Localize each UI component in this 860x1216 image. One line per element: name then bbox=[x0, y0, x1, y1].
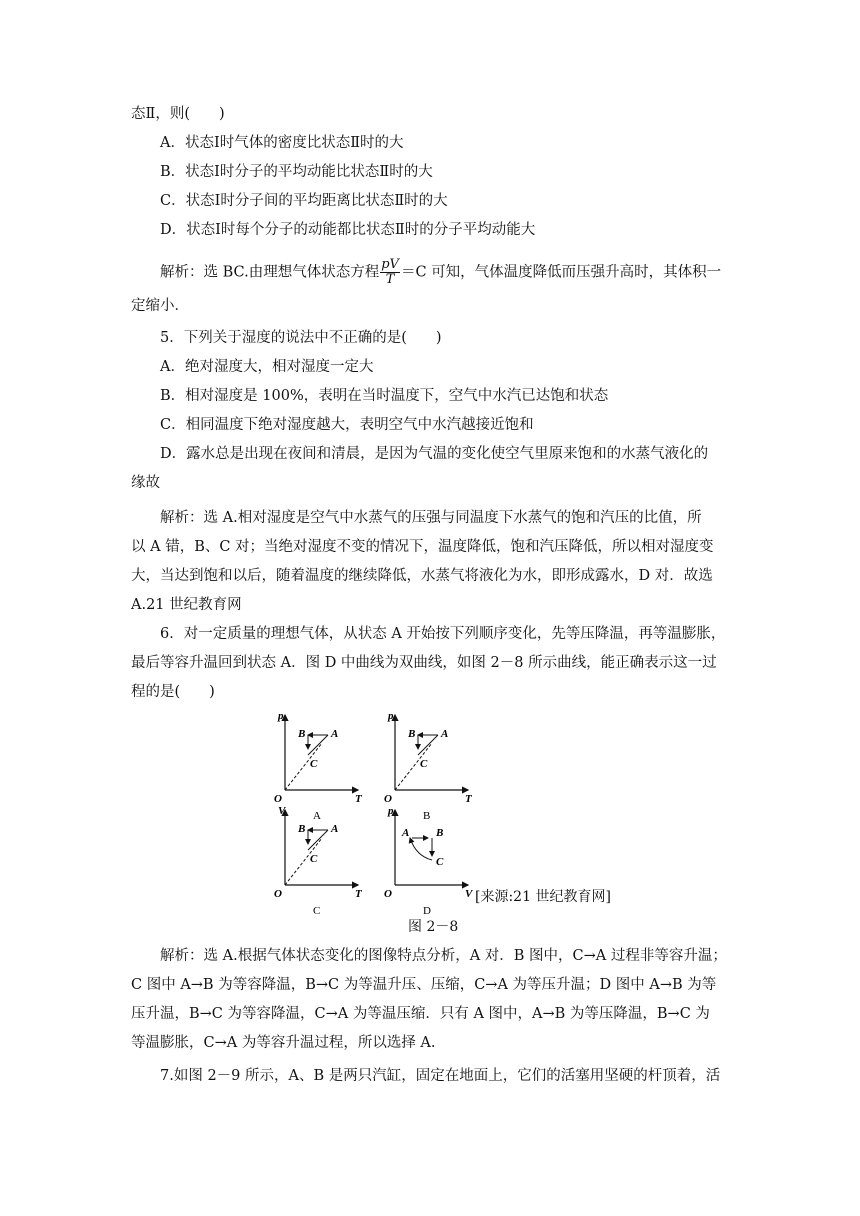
q4-option-c: C．状态Ⅰ时分子间的平均距离比状态Ⅱ时的大 bbox=[160, 193, 448, 209]
q5-stem: 5．下列关于湿度的说法中不正确的是( ) bbox=[160, 330, 442, 346]
q6-stem-line3: 程的是( ) bbox=[131, 684, 215, 700]
panel-c-point-b: B bbox=[298, 823, 306, 835]
panel-d-point-c: C bbox=[436, 856, 444, 868]
panel-b bbox=[384, 710, 473, 822]
panel-b-point-c: C bbox=[420, 758, 428, 770]
panel-b-point-a: A bbox=[441, 728, 449, 740]
figure-source-note: [来源:21 世纪教育网] bbox=[475, 889, 611, 905]
panel-a-point-c: C bbox=[310, 758, 318, 770]
q6-answer-line3: 压升温，B→C 为等容降温，C→A 为等温压缩．只有 A 图中，A→B 为等压降温，B→C 为 bbox=[131, 1006, 710, 1022]
panel-d-point-a: A bbox=[402, 827, 410, 839]
q4-option-b: B．状态Ⅰ时分子的平均动能比状态Ⅱ时的大 bbox=[160, 164, 433, 180]
panel-c-point-c: C bbox=[310, 853, 318, 865]
panel-a-point-b: B bbox=[298, 728, 306, 740]
panel-d-label: D bbox=[423, 905, 431, 917]
q5-option-a: A．绝对湿度大，相对湿度一定大 bbox=[160, 359, 374, 375]
q6-stem-line2: 最后等容升温回到状态 A．图 D 中曲线为双曲线，如图 2－8 所示曲线，能正确表示这一过 bbox=[131, 655, 717, 671]
q4-option-a: A．状态Ⅰ时气体的密度比状态Ⅱ时的大 bbox=[160, 135, 404, 151]
panel-d-x-axis: V bbox=[465, 888, 473, 900]
q5-answer-line2: 以 A 错，B、C 对；当绝对湿度不变的情况下，温度降低，饱和汽压降低，所以相对湿度变 bbox=[131, 539, 714, 555]
panel-d-point-b: B bbox=[436, 827, 444, 839]
panel-c-y-axis: V bbox=[278, 805, 286, 817]
q4-answer-line2: 定缩小． bbox=[131, 298, 189, 314]
q5-option-d-line1: D．露水总是出现在夜间和清晨，是因为气温的变化使空气里原来饱和的水蒸气液化的 bbox=[160, 446, 709, 462]
q5-option-d-line2: 缘故 bbox=[131, 475, 160, 491]
panel-b-y-axis: p bbox=[388, 710, 394, 722]
panel-a-x-axis: T bbox=[355, 793, 362, 805]
q5-option-c: C．相同温度下绝对湿度越大，表明空气中水汽越接近饱和 bbox=[160, 417, 534, 433]
panel-c-label: C bbox=[313, 905, 321, 917]
q4-answer-line1 bbox=[160, 258, 721, 287]
q6-answer-line1: 解析：选 A.根据气体状态变化的图像特点分析，A 对．B 图中，C→A 过程非等容升温； bbox=[160, 948, 727, 964]
q6-answer-line2: C 图中 A→B 为等容降温，B→C 为等温升压、压缩，C→A 为等压升温；D 图中 A→B 为等 bbox=[131, 977, 717, 993]
panel-b-point-b: B bbox=[408, 728, 416, 740]
q7-stem-line1: 7.如图 2－9 所示，A、B 是两只汽缸，固定在地面上，它们的活塞用坚硬的杆顶着，活 bbox=[160, 1068, 721, 1084]
fraction-numerator: pV bbox=[381, 257, 399, 272]
panel-a bbox=[274, 710, 363, 822]
panel-a-origin: O bbox=[274, 793, 282, 805]
q5-option-b: B．相对湿度是 100%，表明在当时温度下，空气中水汽已达饱和状态 bbox=[160, 388, 609, 404]
panel-d-origin: O bbox=[384, 888, 392, 900]
panel-b-x-axis: T bbox=[465, 793, 472, 805]
q4-option-d: D．状态Ⅰ时每个分子的动能都比状态Ⅱ时的分子平均动能大 bbox=[160, 222, 536, 238]
panel-a-y-axis: p bbox=[278, 710, 284, 722]
q6-answer-line4: 等温膨胀，C→A 为等容升温过程，所以选择 A. bbox=[131, 1035, 436, 1051]
panel-b-label: B bbox=[423, 810, 431, 822]
pv-over-t-fraction bbox=[380, 258, 400, 287]
q5-answer-line4: A.21 世纪教育网 bbox=[131, 597, 242, 613]
panel-d-y-axis: p bbox=[388, 805, 394, 817]
panel-b-origin: O bbox=[384, 793, 392, 805]
panel-c-origin: O bbox=[274, 888, 282, 900]
figure-caption: 图 2－8 bbox=[408, 919, 459, 935]
figure-2-8 bbox=[260, 705, 640, 917]
q5-answer-line1: 解析：选 A.相对湿度是空气中水蒸气的压强与同温度下水蒸气的饱和汽压的比值，所 bbox=[160, 510, 702, 526]
panel-c-x-axis: T bbox=[355, 888, 362, 900]
fraction-denominator: T bbox=[385, 272, 395, 287]
q4-tail: 态Ⅱ，则( ) bbox=[131, 106, 225, 122]
q4-answer-post: ＝C 可知，气体温度降低而压强升高时，其体积一 bbox=[400, 264, 722, 281]
q6-stem-line1: 6．对一定质量的理想气体，从状态 A 开始按下列顺序变化，先等压降温，再等温膨胀， bbox=[160, 626, 726, 642]
panel-c-point-a: A bbox=[331, 823, 339, 835]
panel-a-point-a: A bbox=[331, 728, 339, 740]
q5-answer-line3: 大，当达到饱和以后，随着温度的继续降低，水蒸气将液化为水，即形成露水，D 对．故选 bbox=[131, 568, 713, 584]
q4-answer-pre: 解析：选 BC.由理想气体状态方程 bbox=[160, 264, 380, 281]
panel-a-label: A bbox=[313, 810, 321, 822]
